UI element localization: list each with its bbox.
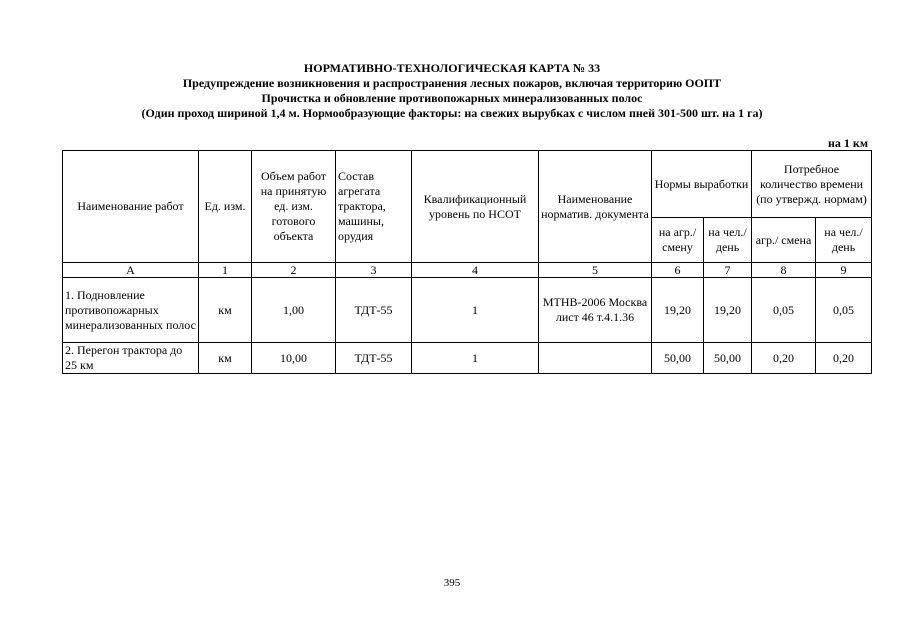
header-norms-man: на чел./ день bbox=[704, 218, 752, 263]
column-index: 7 bbox=[704, 263, 752, 278]
cell-volume: 10,00 bbox=[252, 343, 336, 374]
cell-time-agr: 0,05 bbox=[752, 278, 816, 343]
cell-document: МТНВ-2006 Москва лист 46 т.4.1.36 bbox=[539, 278, 652, 343]
header-document: Наименование норматив. документа bbox=[539, 151, 652, 263]
header-time: Потребное количество времени (по утвержд. нормам) bbox=[752, 151, 872, 218]
column-index: 3 bbox=[336, 263, 412, 278]
column-index: 1 bbox=[199, 263, 252, 278]
norms-table bbox=[62, 150, 872, 374]
cell-norm-man: 50,00 bbox=[704, 343, 752, 374]
header-volume: Объем работ на принятую ед. изм. готового объекта bbox=[252, 151, 336, 263]
document-header bbox=[0, 61, 904, 121]
header-time-agr: агр./ смена bbox=[752, 218, 816, 263]
header-composition: Состав агрегата трактора, машины, орудия bbox=[336, 151, 412, 263]
cell-time-man: 0,20 bbox=[816, 343, 872, 374]
cell-volume: 1,00 bbox=[252, 278, 336, 343]
cell-qualification: 1 bbox=[412, 278, 539, 343]
table-row bbox=[63, 343, 872, 374]
header-name: Наименование работ bbox=[63, 151, 199, 263]
card-subtitle-conditions: (Один проход шириной 1,4 м. Нормообразующие факторы: на свежих вырубках с числом пней 301-500 шт. на 1 га) bbox=[141, 106, 763, 120]
cell-unit: км bbox=[199, 278, 252, 343]
cell-time-man: 0,05 bbox=[816, 278, 872, 343]
column-index-row bbox=[63, 263, 872, 278]
header-qualification: Квалификационный уровень по НСОТ bbox=[412, 151, 539, 263]
cell-norm-agr: 19,20 bbox=[652, 278, 704, 343]
card-title: НОРМАТИВНО-ТЕХНОЛОГИЧЕСКАЯ КАРТА № 33 bbox=[303, 61, 601, 75]
card-subtitle-category: Предупреждение возникновения и распространения лесных пожаров, включая территорию ООПТ bbox=[182, 76, 722, 90]
cell-norm-agr: 50,00 bbox=[652, 343, 704, 374]
table-row bbox=[63, 278, 872, 343]
header-time-man: на чел./ день bbox=[816, 218, 872, 263]
cell-unit: км bbox=[199, 343, 252, 374]
cell-document bbox=[539, 343, 652, 374]
cell-time-agr: 0,20 bbox=[752, 343, 816, 374]
column-index: 8 bbox=[752, 263, 816, 278]
cell-name: 2. Перегон трактора до 25 км bbox=[63, 343, 199, 374]
cell-qualification: 1 bbox=[412, 343, 539, 374]
column-index: 2 bbox=[252, 263, 336, 278]
header-norms: Нормы выработки bbox=[652, 151, 752, 218]
cell-composition: ТДТ-55 bbox=[336, 343, 412, 374]
unit-note: на 1 км bbox=[827, 136, 868, 150]
column-index: А bbox=[63, 263, 199, 278]
column-index: 6 bbox=[652, 263, 704, 278]
card-subtitle-work: Прочистка и обновление противопожарных минерализованных полос bbox=[261, 91, 643, 105]
cell-name: 1. Подновление противопожарных минерализованных полос bbox=[63, 278, 199, 343]
page-number: 395 bbox=[443, 577, 461, 589]
column-index: 9 bbox=[816, 263, 872, 278]
cell-norm-man: 19,20 bbox=[704, 278, 752, 343]
header-unit: Ед. изм. bbox=[199, 151, 252, 263]
column-index: 5 bbox=[539, 263, 652, 278]
cell-composition: ТДТ-55 bbox=[336, 278, 412, 343]
header-norms-agr: на агр./ смену bbox=[652, 218, 704, 263]
column-index: 4 bbox=[412, 263, 539, 278]
